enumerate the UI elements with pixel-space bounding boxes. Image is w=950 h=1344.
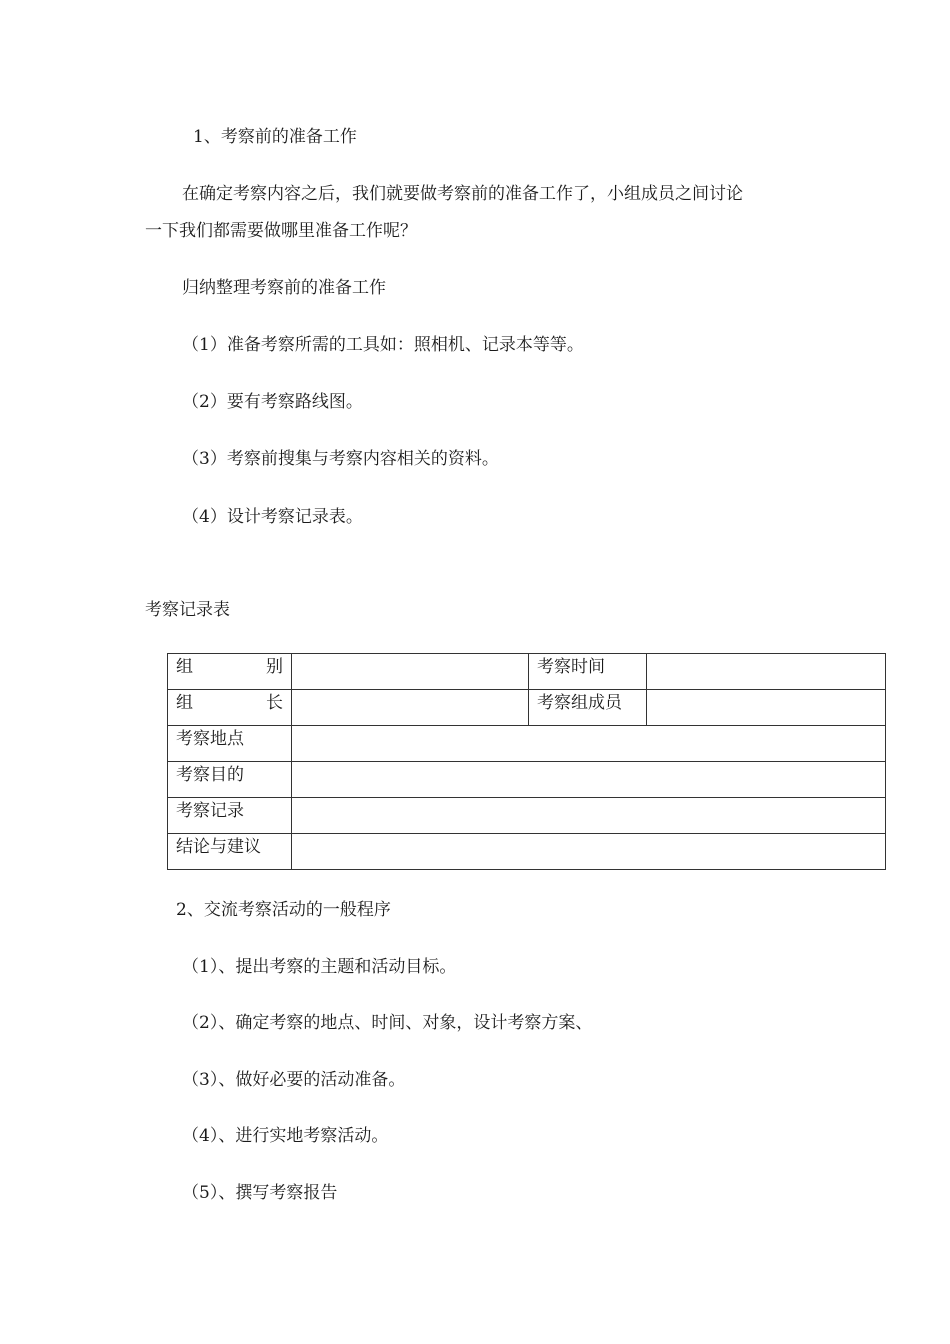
prep-item-3: （3）考察前搜集与考察内容相关的资料。 (182, 449, 499, 469)
records-value-cell[interactable] (292, 798, 886, 834)
table-row (168, 654, 886, 690)
group-label-a: 组 (176, 657, 193, 677)
prep-item-2: （2）要有考察路线图。 (182, 392, 363, 412)
table-row (168, 690, 886, 726)
purpose-value-cell[interactable] (292, 762, 886, 798)
location-value-cell[interactable] (292, 726, 886, 762)
record-table (167, 653, 886, 870)
procedure-step-5: （5）、撰写考察报告 (182, 1183, 338, 1203)
leader-label-b: 长 (266, 693, 283, 713)
table-row (168, 726, 886, 762)
group-label-b: 别 (266, 657, 283, 677)
leader-label-cell (168, 690, 292, 726)
records-label-cell: 考察记录 (168, 798, 292, 834)
section1-paragraph-line2: 一下我们都需要做哪里准备工作呢？ (145, 221, 417, 241)
prep-item-1: （1）准备考察所需的工具如：照相机、记录本等等。 (182, 335, 584, 355)
table-row (168, 798, 886, 834)
section1-subheading: 归纳整理考察前的准备工作 (182, 278, 386, 298)
leader-label-a: 组 (176, 693, 193, 713)
members-value-cell[interactable] (647, 690, 886, 726)
procedure-step-2: （2）、确定考察的地点、时间、对象，设计考察方案、 (182, 1013, 593, 1033)
conclusion-label-cell: 结论与建议 (168, 834, 292, 870)
table-row (168, 762, 886, 798)
members-label-cell: 考察组成员 (529, 690, 647, 726)
record-table-title: 考察记录表 (145, 600, 230, 620)
section1-heading: 1、考察前的准备工作 (193, 127, 357, 147)
time-label-cell: 考察时间 (529, 654, 647, 690)
group-value-cell[interactable] (292, 654, 529, 690)
conclusion-value-cell[interactable] (292, 834, 886, 870)
location-label-cell: 考察地点 (168, 726, 292, 762)
procedure-step-1: （1）、提出考察的主题和活动目标。 (182, 957, 457, 977)
prep-item-4: （4）设计考察记录表。 (182, 507, 363, 527)
procedure-step-3: （3）、做好必要的活动准备。 (182, 1070, 406, 1090)
group-label-cell (168, 654, 292, 690)
time-value-cell[interactable] (647, 654, 886, 690)
table-row (168, 834, 886, 870)
procedure-step-4: （4）、进行实地考察活动。 (182, 1126, 389, 1146)
purpose-label-cell: 考察目的 (168, 762, 292, 798)
section1-paragraph-line1: 在确定考察内容之后，我们就要做考察前的准备工作了，小组成员之间讨论 (182, 184, 743, 204)
section2-heading: 2、交流考察活动的一般程序 (176, 900, 391, 920)
leader-value-cell[interactable] (292, 690, 529, 726)
